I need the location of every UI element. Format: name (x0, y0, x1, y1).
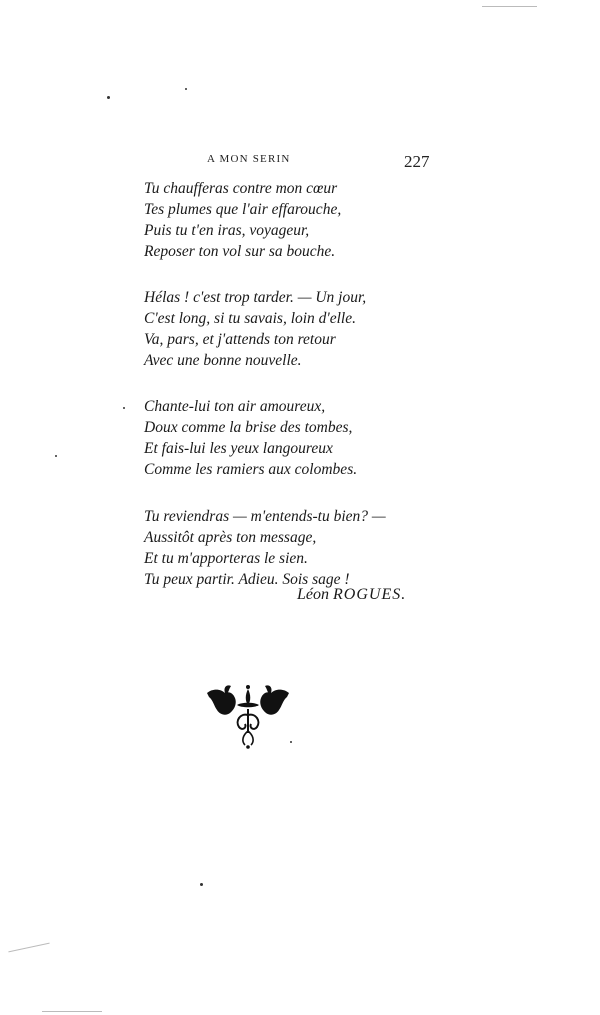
verse-line: Et tu m'apporteras le sien. (144, 550, 308, 567)
scan-speck (185, 88, 187, 90)
verse-line: Doux comme la brise des tombes, (144, 419, 353, 436)
verse-line: Tes plumes que l'air effarouche, (144, 201, 342, 218)
verse-line: Tu chaufferas contre mon cœur (144, 180, 338, 197)
verse-line: Et fais-lui les yeux langoureux (144, 440, 333, 457)
verse-line: Puis tu t'en iras, voyageur, (144, 222, 310, 239)
verse-line: Tu peux partir. Adieu. Sois sage ! (144, 571, 350, 588)
poem (144, 178, 444, 615)
page-number: 227 (404, 152, 430, 171)
verse-line: Chante-lui ton air amoureux, (144, 398, 326, 415)
scan-mark-left (8, 943, 49, 953)
verse-line: Comme les ramiers aux colombes. (144, 461, 358, 478)
verse-line: Avec une bonne nouvelle. (144, 352, 302, 369)
stanza-3 (144, 396, 444, 480)
author-first-name: Léon (297, 586, 329, 603)
author-last-name: ROGUES. (333, 586, 407, 603)
scan-speck (200, 883, 203, 886)
scan-speck (107, 96, 110, 99)
verse-line: C'est long, si tu savais, loin d'elle. (144, 310, 356, 327)
verse-line: Aussitôt après ton message, (144, 529, 317, 546)
verse-line: Reposer ton vol sur sa bouche. (144, 243, 336, 260)
verse-line: Hélas ! c'est trop tarder. — Un jour, (144, 289, 367, 306)
stanza-4 (144, 506, 444, 590)
scan-mark-bottom (42, 1011, 102, 1012)
scan-speck (55, 455, 57, 457)
verse-line: Tu reviendras — m'entends-tu bien? — (144, 508, 386, 525)
fleuron-birds-icon (205, 683, 291, 751)
verse-line: Va, pars, et j'attends ton retour (144, 331, 336, 348)
running-title: A MON SERIN (207, 153, 291, 165)
stanza-2 (144, 287, 444, 371)
scan-speck (123, 407, 125, 409)
author-signature (297, 586, 406, 604)
scan-mark-top (482, 6, 537, 7)
stanza-1 (144, 178, 444, 262)
